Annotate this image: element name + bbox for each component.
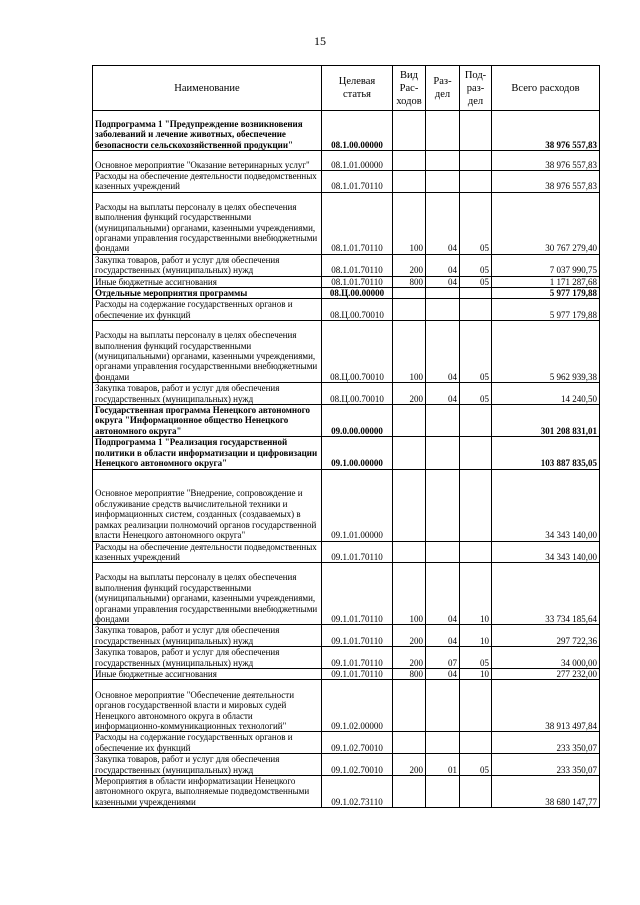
cell-name: Расходы на обеспечение деятельности подведомственных казенных учреждений — [93, 541, 322, 563]
cell-target-article: 09.1.02.73110 — [322, 775, 393, 807]
cell-section — [426, 680, 460, 732]
cell-total: 34 000,00 — [492, 647, 600, 669]
cell-target-article: 08.1.00.00000 — [322, 111, 393, 151]
cell-total: 1 171 287,68 — [492, 276, 600, 287]
cell-name: Закупка товаров, работ и услуг для обеспечения государственных (муниципальных) нужд — [93, 383, 322, 405]
cell-name: Расходы на содержание государственных органов и обеспечение их функций — [93, 732, 322, 754]
cell-subsection — [460, 288, 492, 299]
cell-subsection — [460, 151, 492, 171]
cell-expense-type: 100 — [393, 192, 426, 254]
cell-total: 34 343 140,00 — [492, 541, 600, 563]
cell-subsection — [460, 680, 492, 732]
cell-total: 5 977 179,88 — [492, 299, 600, 321]
cell-total: 103 887 835,05 — [492, 437, 600, 469]
cell-section — [426, 151, 460, 171]
cell-total: 38 913 497,84 — [492, 680, 600, 732]
table-row — [93, 151, 600, 171]
table-row — [93, 541, 600, 563]
cell-total: 38 976 557,83 — [492, 111, 600, 151]
cell-subsection: 05 — [460, 754, 492, 776]
cell-expense-type — [393, 111, 426, 151]
cell-name: Иные бюджетные ассигнования — [93, 668, 322, 679]
cell-target-article: 08.1.01.70110 — [322, 276, 393, 287]
cell-name: Государственная программа Ненецкого автономного округа "Информационное общество Ненецкого автономного округа" — [93, 405, 322, 437]
cell-total: 38 976 557,83 — [492, 171, 600, 193]
cell-section: 04 — [426, 668, 460, 679]
cell-total: 5 962 939,38 — [492, 321, 600, 383]
cell-expense-type — [393, 680, 426, 732]
cell-name: Закупка товаров, работ и услуг для обеспечения государственных (муниципальных) нужд — [93, 754, 322, 776]
cell-subsection — [460, 437, 492, 469]
cell-target-article: 08.1.01.70110 — [322, 254, 393, 276]
cell-target-article: 09.1.01.70110 — [322, 668, 393, 679]
cell-expense-type: 200 — [393, 647, 426, 669]
cell-total: 38 680 147,77 — [492, 775, 600, 807]
cell-target-article: 09.1.02.00000 — [322, 680, 393, 732]
cell-total: 30 767 279,40 — [492, 192, 600, 254]
cell-target-article: 08.Ц.00.70010 — [322, 299, 393, 321]
cell-target-article: 08.1.01.00000 — [322, 151, 393, 171]
cell-section — [426, 469, 460, 541]
table-row — [93, 647, 600, 669]
table-row — [93, 469, 600, 541]
cell-section: 04 — [426, 625, 460, 647]
table-row — [93, 288, 600, 299]
cell-section: 01 — [426, 754, 460, 776]
cell-target-article: 09.1.02.70010 — [322, 732, 393, 754]
table-row — [93, 111, 600, 151]
cell-target-article: 09.1.01.00000 — [322, 469, 393, 541]
cell-section — [426, 775, 460, 807]
cell-target-article: 09.1.01.70110 — [322, 647, 393, 669]
table-row — [93, 680, 600, 732]
cell-name: Расходы на выплаты персоналу в целях обеспечения выполнения функций государственными (муниципальными) органами, казенными учреждениями, органами управления государственными внебюджетными фондами — [93, 563, 322, 625]
cell-expense-type — [393, 171, 426, 193]
cell-expense-type — [393, 775, 426, 807]
cell-expense-type: 200 — [393, 254, 426, 276]
cell-total: 277 232,00 — [492, 668, 600, 679]
cell-target-article: 09.1.01.70110 — [322, 541, 393, 563]
cell-subsection — [460, 171, 492, 193]
cell-target-article: 09.1.01.70110 — [322, 625, 393, 647]
cell-section: 04 — [426, 192, 460, 254]
cell-section: 04 — [426, 563, 460, 625]
cell-section — [426, 437, 460, 469]
header-section: Раз-дел — [426, 66, 460, 111]
cell-name: Подпрограмма 1 "Реализация государственной политики в области информатизации и цифровизации Ненецкого автономного округа" — [93, 437, 322, 469]
cell-subsection — [460, 405, 492, 437]
table-row — [93, 775, 600, 807]
header-total-expenses: Всего расходов — [492, 66, 600, 111]
cell-section — [426, 541, 460, 563]
cell-expense-type — [393, 541, 426, 563]
table-row — [93, 625, 600, 647]
table-row — [93, 299, 600, 321]
cell-total: 5 977 179,88 — [492, 288, 600, 299]
cell-target-article: 09.0.00.00000 — [322, 405, 393, 437]
cell-target-article: 08.1.01.70110 — [322, 192, 393, 254]
cell-subsection: 10 — [460, 625, 492, 647]
cell-expense-type: 200 — [393, 754, 426, 776]
cell-total: 297 722,36 — [492, 625, 600, 647]
cell-section: 04 — [426, 254, 460, 276]
table-row — [93, 437, 600, 469]
cell-expense-type — [393, 405, 426, 437]
cell-subsection — [460, 541, 492, 563]
budget-table — [92, 65, 600, 808]
cell-subsection: 05 — [460, 254, 492, 276]
cell-total: 14 240,50 — [492, 383, 600, 405]
cell-target-article: 09.1.02.70010 — [322, 754, 393, 776]
cell-total: 38 976 557,83 — [492, 151, 600, 171]
cell-subsection — [460, 775, 492, 807]
cell-expense-type: 100 — [393, 321, 426, 383]
cell-name: Основное мероприятие "Обеспечение деятельности органов государственной власти и мировых судей Ненецкого автономного округа в области информационно-коммуникационных технологий" — [93, 680, 322, 732]
cell-total: 233 350,07 — [492, 732, 600, 754]
cell-section: 04 — [426, 383, 460, 405]
cell-expense-type — [393, 437, 426, 469]
cell-expense-type: 800 — [393, 668, 426, 679]
cell-expense-type: 200 — [393, 625, 426, 647]
cell-subsection: 05 — [460, 192, 492, 254]
cell-target-article: 08.1.01.70110 — [322, 171, 393, 193]
cell-total: 7 037 990,75 — [492, 254, 600, 276]
table-row — [93, 405, 600, 437]
cell-expense-type — [393, 151, 426, 171]
table-row — [93, 732, 600, 754]
cell-subsection: 05 — [460, 647, 492, 669]
cell-expense-type: 800 — [393, 276, 426, 287]
cell-expense-type — [393, 732, 426, 754]
header-expense-type: Вид Рас-ходов — [393, 66, 426, 111]
cell-name: Закупка товаров, работ и услуг для обеспечения государственных (муниципальных) нужд — [93, 254, 322, 276]
cell-name: Мероприятия в области информатизации Ненецкого автономного округа, выполняемые подведомственными казенными учреждениями — [93, 775, 322, 807]
table-row — [93, 276, 600, 287]
cell-subsection — [460, 111, 492, 151]
table-row — [93, 754, 600, 776]
cell-section: 07 — [426, 647, 460, 669]
cell-name: Расходы на содержание государственных органов и обеспечение их функций — [93, 299, 322, 321]
cell-subsection: 05 — [460, 321, 492, 383]
cell-section — [426, 111, 460, 151]
cell-total: 233 350,07 — [492, 754, 600, 776]
table-row — [93, 321, 600, 383]
cell-subsection: 10 — [460, 668, 492, 679]
header-name: Наименование — [93, 66, 322, 111]
cell-total: 301 208 831,01 — [492, 405, 600, 437]
header-subsection: Под-раз-дел — [460, 66, 492, 111]
cell-name: Иные бюджетные ассигнования — [93, 276, 322, 287]
cell-subsection: 05 — [460, 383, 492, 405]
cell-subsection — [460, 299, 492, 321]
cell-section: 04 — [426, 321, 460, 383]
cell-target-article: 09.1.01.70110 — [322, 563, 393, 625]
cell-target-article: 08.Ц.00.00000 — [322, 288, 393, 299]
cell-name: Отдельные мероприятия программы — [93, 288, 322, 299]
page-number: 15 — [314, 34, 326, 48]
cell-expense-type: 200 — [393, 383, 426, 405]
cell-target-article: 09.1.00.00000 — [322, 437, 393, 469]
table-row — [93, 668, 600, 679]
cell-target-article: 08.Ц.00.70010 — [322, 321, 393, 383]
cell-section — [426, 171, 460, 193]
cell-total: 33 734 185,64 — [492, 563, 600, 625]
cell-name: Закупка товаров, работ и услуг для обеспечения государственных (муниципальных) нужд — [93, 625, 322, 647]
cell-name: Основное мероприятие "Внедрение, сопровождение и обслуживание средств вычислительной техники и информационных систем, созданных (создаваемых) в рамках реализации полномочий органов государственной власти Ненецкого автономного округа" — [93, 469, 322, 541]
cell-expense-type — [393, 299, 426, 321]
table-row — [93, 192, 600, 254]
cell-section: 04 — [426, 276, 460, 287]
table-row — [93, 171, 600, 193]
cell-name: Подпрограмма 1 "Предупреждение возникновения заболеваний и лечение животных, обеспечение безопасности сельскохозяйственной продукции" — [93, 111, 322, 151]
cell-section — [426, 299, 460, 321]
table-row — [93, 254, 600, 276]
cell-expense-type — [393, 469, 426, 541]
cell-name: Расходы на выплаты персоналу в целях обеспечения выполнения функций государственными (муниципальными) органами, казенными учреждениями, органами управления государственными внебюджетными фондами — [93, 192, 322, 254]
cell-name: Расходы на обеспечение деятельности подведомственных казенных учреждений — [93, 171, 322, 193]
table-body — [93, 111, 600, 808]
cell-section — [426, 288, 460, 299]
cell-section — [426, 405, 460, 437]
cell-expense-type: 100 — [393, 563, 426, 625]
cell-target-article: 08.Ц.00.70010 — [322, 383, 393, 405]
cell-name: Расходы на выплаты персоналу в целях обеспечения выполнения функций государственными (муниципальными) органами, казенными учреждениями, органами управления государственными внебюджетными фондами — [93, 321, 322, 383]
header-target-article: Целевая статья — [322, 66, 393, 111]
table-row — [93, 563, 600, 625]
cell-subsection — [460, 732, 492, 754]
cell-subsection — [460, 469, 492, 541]
cell-section — [426, 732, 460, 754]
cell-total: 34 343 140,00 — [492, 469, 600, 541]
cell-expense-type — [393, 288, 426, 299]
table-header — [93, 66, 600, 111]
cell-subsection: 10 — [460, 563, 492, 625]
table-row — [93, 383, 600, 405]
cell-name: Основное мероприятие "Оказание ветеринарных услуг" — [93, 151, 322, 171]
cell-name: Закупка товаров, работ и услуг для обеспечения государственных (муниципальных) нужд — [93, 647, 322, 669]
cell-subsection: 05 — [460, 276, 492, 287]
